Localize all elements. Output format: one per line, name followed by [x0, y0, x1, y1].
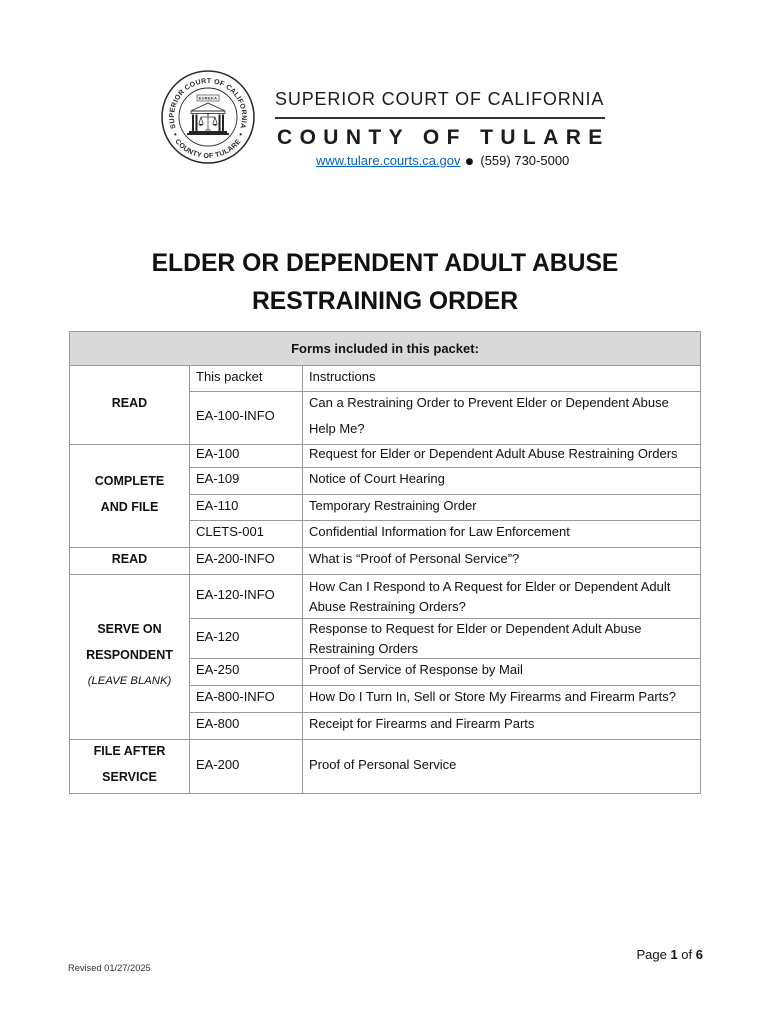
form-number — [190, 686, 303, 713]
form-number — [190, 659, 303, 686]
form-description — [303, 686, 701, 713]
form-description — [303, 521, 701, 548]
form-description-text: How Do I Turn In, Sell or Store My Firearms and Firearm Parts? — [309, 689, 676, 704]
section-label-complete-and-file — [70, 445, 190, 548]
court-name: SUPERIOR COURT OF CALIFORNIA — [275, 89, 605, 109]
form-number-text: EA-110 — [196, 497, 239, 513]
seal-banner — [197, 95, 219, 101]
seal-ring-text-top: SUPERIOR COURT OF CALIFORNIA — [168, 77, 248, 130]
form-description — [303, 575, 701, 619]
page-of: of — [681, 947, 693, 962]
section-label-serve-on-respondent — [70, 575, 190, 740]
forms-table-caption-text: Forms included in this packet: — [291, 340, 479, 356]
form-description — [303, 659, 701, 686]
contact-line — [316, 154, 569, 169]
form-number-text: EA-250 — [196, 662, 240, 677]
form-description-text: Proof of Service of Response by Mail — [309, 662, 523, 677]
website-link[interactable]: www.tulare.courts.ca.gov — [316, 153, 461, 168]
form-description-text: Request for Elder or Dependent Adult Abuse Restraining Orders — [309, 446, 678, 461]
section-label-text: SERVICE — [102, 770, 157, 784]
form-description-text: Notice of Court Hearing — [309, 471, 445, 486]
total-pages: 6 — [695, 947, 703, 962]
form-number-text: EA-100 — [196, 446, 240, 461]
form-number-text: EA-120 — [196, 628, 240, 644]
seal-dot-icon — [240, 133, 242, 135]
form-number — [190, 521, 303, 548]
form-description — [303, 445, 701, 468]
phone-number: (559) 730-5000 — [480, 153, 570, 168]
form-description — [303, 548, 701, 575]
form-description — [303, 495, 701, 521]
form-number-text: EA-120-INFO — [196, 586, 275, 602]
form-number — [190, 740, 303, 794]
revised-date: Revised 01/27/2025 — [68, 963, 151, 973]
form-number-text: EA-200-INFO — [196, 551, 275, 566]
document-title-line-2: RESTRAINING ORDER — [251, 288, 519, 315]
page-number — [636, 948, 703, 961]
document-title-line-1: ELDER OR DEPENDENT ADULT ABUSE — [151, 250, 619, 277]
form-description-text: Proof of Personal Service — [309, 756, 457, 772]
form-description — [303, 366, 701, 392]
form-number — [190, 713, 303, 740]
form-number-text: EA-200 — [196, 756, 240, 772]
form-number-text: EA-100-INFO — [196, 408, 275, 423]
section-label-text: READ — [111, 551, 148, 566]
form-number — [190, 495, 303, 521]
contact-separator: ● — [465, 157, 474, 167]
form-number — [190, 548, 303, 575]
form-number-text: EA-800 — [196, 716, 240, 731]
current-page: 1 — [670, 947, 678, 962]
form-description-text: Confidential Information for Law Enforcement — [309, 524, 570, 539]
forms-table-caption — [70, 332, 701, 366]
form-number — [190, 468, 303, 495]
section-label-text: AND FILE — [100, 499, 159, 514]
form-number — [190, 366, 303, 392]
form-number-text: EA-800-INFO — [196, 689, 275, 704]
form-description-text: Receipt for Firearms and Firearm Parts — [309, 716, 535, 731]
form-description-text: Temporary Restraining Order — [309, 497, 477, 513]
forms-table — [69, 331, 701, 794]
form-number — [190, 575, 303, 619]
form-description — [303, 392, 701, 445]
page-prefix: Page — [636, 947, 667, 962]
seal-ring-text-bottom: COUNTY OF TULARE — [173, 138, 243, 161]
section-label-text: SERVE ON — [97, 621, 162, 636]
section-label-note: (LEAVE BLANK) — [87, 674, 172, 687]
form-number-text: CLETS-001 — [196, 524, 264, 539]
section-label-text: FILE AFTER — [93, 744, 166, 758]
section-label-text: COMPLETE — [94, 473, 165, 488]
court-seal-logo — [160, 69, 256, 165]
section-label-read — [70, 366, 190, 445]
section-label-text: READ — [111, 395, 148, 410]
section-label-read — [70, 548, 190, 575]
form-description-text: Response to Request for Elder or Dependent Adult Abuse Restraining Orders — [309, 620, 642, 656]
form-number-text: EA-109 — [196, 471, 240, 486]
form-description-text: How Can I Respond to A Request for Elder or Dependent Adult Abuse Restraining Orders? — [309, 578, 671, 614]
form-description-text: Instructions — [309, 368, 376, 384]
county-name: COUNTY OF TULARE — [277, 126, 610, 149]
section-label-file-after-service — [70, 740, 190, 794]
svg-text:EUREKA: EUREKA — [198, 95, 218, 101]
form-number-text: This packet — [196, 368, 263, 384]
form-description-text: What is “Proof of Personal Service”? — [309, 551, 520, 566]
form-number — [190, 445, 303, 468]
document-title — [0, 245, 770, 321]
section-label-text: RESPONDENT — [86, 647, 173, 662]
form-description — [303, 619, 701, 659]
form-description — [303, 713, 701, 740]
header-divider — [275, 117, 605, 119]
form-description-text: Can a Restraining Order to Prevent Elder or Dependent Abuse Help Me? — [309, 395, 669, 436]
form-description — [303, 468, 701, 495]
form-description — [303, 740, 701, 794]
seal-dot-icon — [174, 133, 176, 135]
form-number — [190, 619, 303, 659]
form-number — [190, 392, 303, 445]
